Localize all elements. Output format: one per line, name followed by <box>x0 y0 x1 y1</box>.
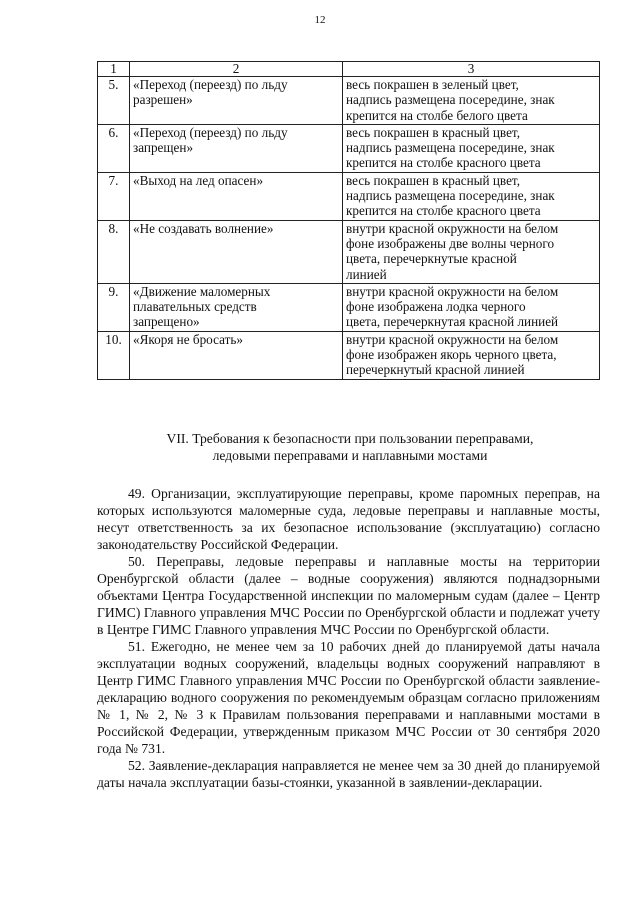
header-cell: 2 <box>130 62 343 77</box>
sign-name-line: разрешен» <box>133 92 193 108</box>
sign-name-line: «Не создавать волнение» <box>133 220 274 236</box>
row-number: 10. <box>98 331 130 379</box>
sign-description-line: внутри красной окружности на белом <box>346 283 559 299</box>
header-cell: 3 <box>343 62 600 77</box>
page-number: 12 <box>314 14 326 26</box>
paragraph-52: 52. Заявление-декларация направляется не менее чем за 30 дней до планируемой даты начала эксплуатации базы-стоянки, указанной в заявлении-декларации. <box>97 758 600 790</box>
paragraph-49: 49. Организации, эксплуатирующие переправы, кроме паромных переправ, на которых используются маломерные суда, ледовые переправы и наплавные мосты, несут ответственность за их безопасное использование (эксплуатацию) согласно законодательству Российской Федерации. <box>97 486 600 552</box>
sign-description-line: фоне изображены две волны черного <box>346 235 555 251</box>
table-row <box>98 331 600 379</box>
sign-name-cell <box>130 77 343 125</box>
section-heading-line: ледовыми переправами и наплавными мостами <box>212 448 488 463</box>
sign-name-cell <box>130 331 343 379</box>
header-cell: 1 <box>98 62 130 77</box>
table-row <box>98 77 600 125</box>
sign-name-line: «Переход (переезд) по льду <box>133 124 288 140</box>
sign-description-cell <box>343 283 600 331</box>
sign-name-cell <box>130 283 343 331</box>
sign-description-line: крепится на столбе красного цвета <box>346 155 541 171</box>
section-heading-line: VII. Требования к безопасности при пользовании переправами, <box>166 431 534 446</box>
signs-table <box>97 61 600 380</box>
table-row <box>98 124 600 172</box>
sign-name-line: запрещен» <box>133 140 194 156</box>
sign-description-line: фоне изображен якорь черного цвета, <box>346 347 557 363</box>
sign-description-cell <box>343 220 600 283</box>
body-text <box>97 485 600 791</box>
sign-name-line: «Выход на лед опасен» <box>133 172 264 188</box>
row-number: 7. <box>98 172 130 220</box>
table-row <box>98 220 600 283</box>
sign-description-line: внутри красной окружности на белом <box>346 331 559 347</box>
row-number: 6. <box>98 124 130 172</box>
sign-description-line: внутри красной окружности на белом <box>346 220 559 236</box>
row-number: 8. <box>98 220 130 283</box>
sign-description-line: надпись размещена посередине, знак <box>346 188 555 204</box>
sign-description-cell <box>343 331 600 379</box>
sign-description-line: крепится на столбе белого цвета <box>346 107 528 123</box>
table-header-row <box>98 62 600 77</box>
row-number: 5. <box>98 77 130 125</box>
sign-name-line: запрещено» <box>133 314 200 330</box>
row-number: 9. <box>98 283 130 331</box>
sign-name-cell <box>130 220 343 283</box>
sign-description-line: линией <box>346 266 387 282</box>
table-row <box>98 172 600 220</box>
sign-description-line: весь покрашен в красный цвет, <box>346 172 520 188</box>
sign-description-line: перечеркнутый красной линией <box>346 362 525 378</box>
sign-name-cell <box>130 172 343 220</box>
sign-description-line: весь покрашен в зеленый цвет, <box>346 77 519 92</box>
sign-description-line: цвета, перечеркнутые красной <box>346 251 517 267</box>
table-row <box>98 283 600 331</box>
sign-name-line: плавательных средств <box>133 299 257 315</box>
sign-name-line: «Движение маломерных <box>133 283 271 299</box>
sign-description-line: фоне изображена лодка черного <box>346 299 526 315</box>
sign-name-line: «Якоря не бросать» <box>133 331 244 347</box>
sign-description-line: надпись размещена посередине, знак <box>346 92 555 108</box>
paragraph-51: 51. Ежегодно, не менее чем за 10 рабочих дней до планируемой даты начала эксплуатации водных сооружений, владельцы водных сооружений направляют в Центр ГИМС Главного управления МЧС России по Оренбургской области заявление-декларацию водного сооружения по рекомендуемым образцам согласно приложениям № 1, № 2, № 3 к Правилам пользования переправами и наплавными мостами в Российской Федерации, утвержденным приказом МЧС России от 30 сентября 2020 года № 731. <box>97 639 600 756</box>
sign-description-cell <box>343 172 600 220</box>
sign-name-line: «Переход (переезд) по льду <box>133 77 288 92</box>
sign-description-line: надпись размещена посередине, знак <box>346 140 555 156</box>
sign-name-cell <box>130 124 343 172</box>
sign-description-line: крепится на столбе красного цвета <box>346 203 541 219</box>
sign-description-line: весь покрашен в красный цвет, <box>346 124 520 140</box>
paragraph-50: 50. Переправы, ледовые переправы и наплавные мосты на территории Оренбургской области (далее – водные сооружения) являются поднадзорными объектами Центра Государственной инспекции по маломерным судам (далее – Центр ГИМС) Главного управления МЧС России по Оренбургской области и подлежат учету в Центре ГИМС Главного управления МЧС России по Оренбургской области. <box>97 554 600 637</box>
section-heading <box>110 430 590 464</box>
sign-description-line: цвета, перечеркнутая красной линией <box>346 314 559 330</box>
sign-description-cell <box>343 124 600 172</box>
sign-description-cell <box>343 77 600 125</box>
